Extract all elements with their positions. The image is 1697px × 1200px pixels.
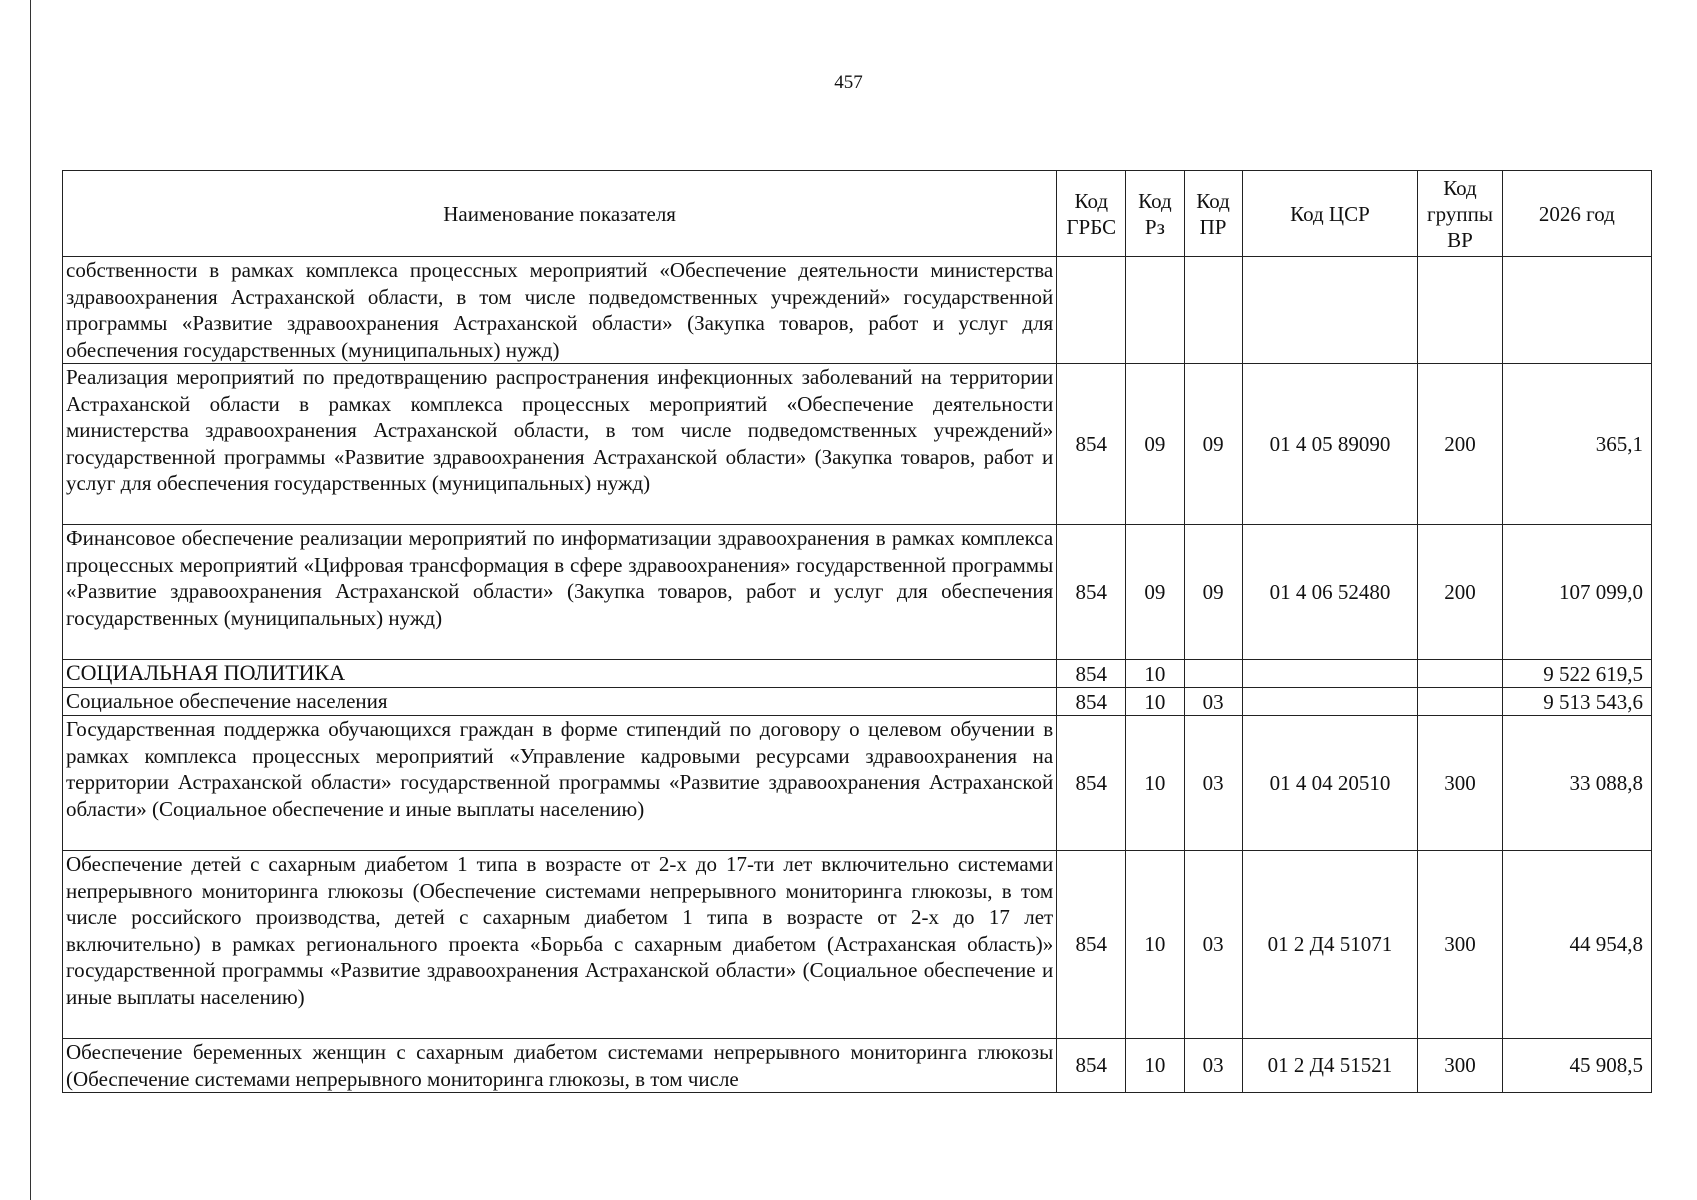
row-pr: 03 (1184, 851, 1242, 1039)
table-row (63, 1039, 1652, 1093)
row-grbs (1057, 257, 1126, 364)
row-pr: 09 (1184, 525, 1242, 660)
row-name: собственности в рамках комплекса процессных мероприятий «Обеспечение деятельности министерства здравоохранения Астраханской области, в том числе подведомственных учреждений» государственной программы «Развитие здравоохранения Астраханской области» (Закупка товаров, работ и услуг для обеспечения государственных (муниципальных) нужд) (63, 257, 1057, 364)
row-pr (1184, 660, 1242, 688)
row-pr: 03 (1184, 716, 1242, 851)
row-amount: 365,1 (1502, 364, 1651, 525)
row-amount: 33 088,8 (1502, 716, 1651, 851)
row-amount: 107 099,0 (1502, 525, 1651, 660)
header-year: 2026 год (1502, 171, 1651, 257)
row-csr (1242, 688, 1418, 716)
table-row-subsection (63, 688, 1652, 716)
page-margin-line (30, 0, 31, 1200)
budget-table (62, 170, 1652, 1093)
row-name: Обеспечение беременных женщин с сахарным диабетом системами непрерывного мониторинга глюкозы (Обеспечение системами непрерывного мониторинга глюкозы, в том числе (63, 1039, 1057, 1093)
row-grbs: 854 (1057, 660, 1126, 688)
row-name: Обеспечение детей с сахарным диабетом 1 типа в возрасте от 2-х до 17-ти лет включительно системами непрерывного мониторинга глюкозы (Обеспечение системами непрерывного мониторинга глюкозы, в том числе российского производства, детей с сахарным диабетом 1 типа в возрасте от 2-х до 17 лет включительно) в рамках регионального проекта «Борьба с сахарным диабетом (Астраханская область)» государственной программы «Развитие здравоохранения Астраханской области» (Социальное обеспечение и иные выплаты населению) (63, 851, 1057, 1039)
row-csr: 01 4 05 89090 (1242, 364, 1418, 525)
table-row (63, 716, 1652, 851)
row-amount (1502, 257, 1651, 364)
row-csr (1242, 660, 1418, 688)
header-csr: Код ЦСР (1242, 171, 1418, 257)
table-header-row (63, 171, 1652, 257)
row-vr: 300 (1418, 1039, 1502, 1093)
row-csr: 01 4 06 52480 (1242, 525, 1418, 660)
row-rz: 09 (1126, 525, 1184, 660)
row-rz: 10 (1126, 660, 1184, 688)
header-rz: Код Рз (1126, 171, 1184, 257)
row-pr: 03 (1184, 1039, 1242, 1093)
row-rz: 09 (1126, 364, 1184, 525)
table-row (63, 851, 1652, 1039)
row-name: Реализация мероприятий по предотвращению распространения инфекционных заболеваний на территории Астраханской области в рамках комплекса процессных мероприятий «Обеспечение деятельности министерства здравоохранения Астраханской области, в том числе подведомственных учреждений» государственной программы «Развитие здравоохранения Астраханской области» (Закупка товаров, работ и услуг для обеспечения государственных (муниципальных) нужд) (63, 364, 1057, 525)
row-vr: 200 (1418, 525, 1502, 660)
row-amount: 44 954,8 (1502, 851, 1651, 1039)
row-csr (1242, 257, 1418, 364)
row-name: СОЦИАЛЬНАЯ ПОЛИТИКА (63, 660, 1057, 688)
row-vr (1418, 660, 1502, 688)
row-rz: 10 (1126, 688, 1184, 716)
row-rz: 10 (1126, 716, 1184, 851)
row-grbs: 854 (1057, 716, 1126, 851)
row-grbs: 854 (1057, 851, 1126, 1039)
row-grbs: 854 (1057, 364, 1126, 525)
row-vr (1418, 688, 1502, 716)
row-name: Государственная поддержка обучающихся граждан в форме стипендий по договору о целевом обучении в рамках комплекса процессных мероприятий «Управление кадровыми ресурсами здравоохранения на территории Астраханской области» государственной программы «Развитие здравоохранения Астраханской области» (Социальное обеспечение и иные выплаты населению) (63, 716, 1057, 851)
row-csr: 01 2 Д4 51071 (1242, 851, 1418, 1039)
row-pr: 03 (1184, 688, 1242, 716)
row-amount: 9 522 619,5 (1502, 660, 1651, 688)
budget-table-container (62, 170, 1652, 1093)
table-row (63, 525, 1652, 660)
row-rz: 10 (1126, 851, 1184, 1039)
row-vr: 300 (1418, 716, 1502, 851)
row-pr: 09 (1184, 364, 1242, 525)
row-grbs: 854 (1057, 688, 1126, 716)
row-grbs: 854 (1057, 525, 1126, 660)
row-csr: 01 4 04 20510 (1242, 716, 1418, 851)
row-csr: 01 2 Д4 51521 (1242, 1039, 1418, 1093)
row-rz: 10 (1126, 1039, 1184, 1093)
header-name: Наименование показателя (63, 171, 1057, 257)
row-vr (1418, 257, 1502, 364)
row-vr: 300 (1418, 851, 1502, 1039)
header-vr: Код группы ВР (1418, 171, 1502, 257)
row-grbs: 854 (1057, 1039, 1126, 1093)
page-number: 457 (834, 72, 863, 93)
row-vr: 200 (1418, 364, 1502, 525)
row-amount: 9 513 543,6 (1502, 688, 1651, 716)
header-grbs: Код ГРБС (1057, 171, 1126, 257)
table-row-section (63, 660, 1652, 688)
header-pr: Код ПР (1184, 171, 1242, 257)
table-row (63, 364, 1652, 525)
row-amount: 45 908,5 (1502, 1039, 1651, 1093)
row-name: Финансовое обеспечение реализации мероприятий по информатизации здравоохранения в рамках комплекса процессных мероприятий «Цифровая трансформация в сфере здравоохранения» государственной программы «Развитие здравоохранения Астраханской области» (Закупка товаров, работ и услуг для обеспечения государственных (муниципальных) нужд) (63, 525, 1057, 660)
row-pr (1184, 257, 1242, 364)
row-name: Социальное обеспечение населения (63, 688, 1057, 716)
table-row (63, 257, 1652, 364)
row-rz (1126, 257, 1184, 364)
